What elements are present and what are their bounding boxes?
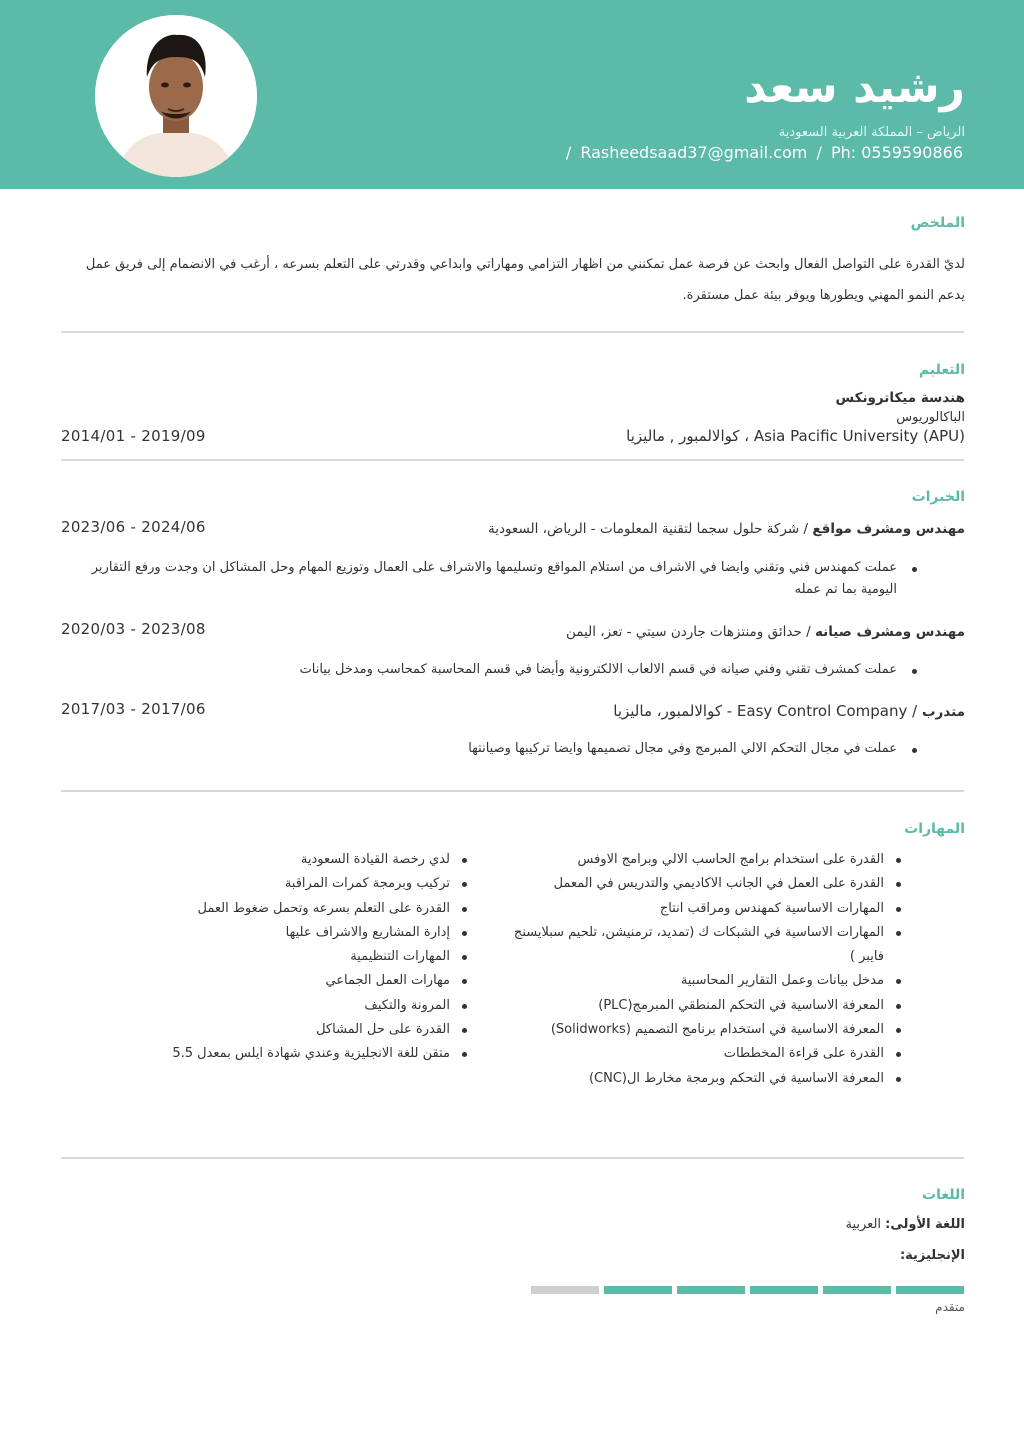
skill-item: المهارات الاساسية كمهندس ومراقب انتاج bbox=[504, 897, 924, 921]
summary-text: لديّ القدرة على التواصل الفعال وابحث عن فرصة عمل تمكنني من اظهار التزامي ومهاراتي وابداعي وقدرتي على التعلم بسرعه ، أرغب في الانضمام إلى فريق عمل يدعم النمو المهني ويطورها ويوفر بيئة عمل مستقرة. bbox=[85, 257, 965, 303]
languages-heading: اللغات bbox=[922, 1187, 965, 1203]
summary-heading: الملخص bbox=[910, 215, 965, 231]
candidate-location: الرياض – المملكة العربية السعودية bbox=[778, 125, 965, 140]
skill-item: المعرفة الاساسية في التحكم وبرمجة مخارط ال(CNC) bbox=[504, 1067, 924, 1091]
experience-item-title bbox=[613, 702, 965, 720]
degree-name: هندسة ميكاترونكس bbox=[835, 390, 965, 406]
experience-role: مهندس ومشرف صيانه bbox=[814, 624, 965, 640]
skill-item: متقن للغة الانجليزية وعندي شهادة ايلس بمعدل 5.5 bbox=[70, 1042, 490, 1066]
skill-item: المعرفة الاساسية في استخدام برنامج التصميم (Solidworks) bbox=[504, 1018, 924, 1042]
skills-column-2 bbox=[70, 848, 490, 1067]
section-divider bbox=[61, 459, 964, 461]
skill-item: القدرة على حل المشاكل bbox=[70, 1018, 490, 1042]
skill-item: إدارة المشاريع والاشراف عليها bbox=[70, 921, 490, 945]
experience-org: / Easy Control Company - كوالالمبور، ماليزيا bbox=[613, 702, 922, 720]
skills-heading: المهارات bbox=[904, 821, 965, 837]
language-value: العربية bbox=[845, 1217, 882, 1232]
experience-bullets bbox=[89, 659, 919, 681]
skill-item: مدخل بيانات وعمل التقارير المحاسبية bbox=[504, 969, 924, 993]
email-link[interactable]: Rasheedsaad37@gmail.com bbox=[580, 143, 808, 162]
section-divider bbox=[61, 331, 964, 333]
level-segment bbox=[531, 1286, 599, 1294]
skill-item: المعرفة الاساسية في التحكم المنطقي المبرمج(PLC) bbox=[504, 994, 924, 1018]
skill-item: القدرة على العمل في الجانب الاكاديمي والتدريس في المعمل bbox=[504, 872, 924, 896]
level-segment bbox=[896, 1286, 964, 1294]
profile-photo-image bbox=[95, 15, 257, 177]
skill-item: تركيب وبرمجة كمرات المراقبة bbox=[70, 872, 490, 896]
skill-item: القدرة على التعلم بسرعه وتحمل ضغوط العمل bbox=[70, 897, 490, 921]
skill-item: مهارات العمل الجماعي bbox=[70, 969, 490, 993]
contact-line bbox=[564, 143, 965, 162]
experience-dates: 2017/03 - 2017/06 bbox=[61, 700, 206, 718]
experience-bullets bbox=[89, 557, 919, 601]
language-label: اللغة الأولى: bbox=[885, 1217, 965, 1232]
candidate-name: رشيد سعد bbox=[744, 62, 965, 113]
header-banner bbox=[0, 0, 1024, 189]
experience-bullet: عملت في مجال التحكم الالي المبرمج وفي مجال تصميمها وايضا تركيبها وصيانتها bbox=[89, 738, 919, 760]
english-level-bar bbox=[531, 1286, 964, 1294]
experience-dates: 2020/03 - 2023/08 bbox=[61, 620, 206, 638]
experience-role: متدرب bbox=[921, 704, 965, 720]
contact-separator: / bbox=[816, 143, 822, 162]
education-dates: 2014/01 - 2019/09 bbox=[61, 427, 206, 445]
experience-bullet: عملت كمشرف تقني وفني صيانه في قسم الالعاب الالكترونية وأيضا في قسم المحاسبة كمحاسب ومدخل بيانات bbox=[89, 659, 919, 681]
level-segment bbox=[604, 1286, 672, 1294]
skill-item: المهارات الاساسية في الشبكات ك (تمديد، ترمنيشن، تلحيم سبلايسنج فايبر ) bbox=[504, 921, 924, 970]
experience-org: / حدائق ومنتزهات جاردن سيتي - تعز، اليمن bbox=[565, 624, 815, 640]
section-divider bbox=[61, 790, 964, 792]
language-label: الإنجليزية: bbox=[899, 1248, 965, 1263]
experience-item-title bbox=[566, 624, 965, 640]
education-degree bbox=[836, 390, 965, 406]
skill-item: القدرة على قراءة المخططات bbox=[504, 1042, 924, 1066]
section-divider bbox=[61, 1157, 964, 1159]
profile-photo bbox=[95, 15, 257, 177]
experience-org: / شركة حلول سجما لتقنية المعلومات - الرياض، السعودية bbox=[487, 521, 813, 537]
experience-role: مهندس ومشرف مواقع bbox=[812, 521, 965, 537]
language-english bbox=[900, 1248, 965, 1263]
level-segment bbox=[823, 1286, 891, 1294]
experience-item-title bbox=[488, 521, 965, 537]
skill-item: لدي رخصة القيادة السعودية bbox=[70, 848, 490, 872]
experience-bullet: عملت كمهندس فني وتقني وايضا في الاشراف من استلام المواقع وتسليمها والاشراف على العمال وتوزيع المهام وحل المشاكل ان وجدت ورفع التقارير اليومية بما تم عمله bbox=[89, 557, 919, 601]
education-level: الباكالوريوس bbox=[896, 410, 965, 425]
phone-number: Ph: 0559590866 bbox=[830, 143, 963, 162]
contact-separator: / bbox=[565, 143, 572, 162]
skill-item: المهارات التنظيمية bbox=[70, 945, 490, 969]
skills-column-1 bbox=[504, 848, 924, 1091]
education-school: Asia Pacific University (APU) ، كوالالمبور , ماليزيا bbox=[626, 427, 965, 445]
experience-heading: الخبرات bbox=[911, 489, 965, 505]
skill-item: المرونة والتكيف bbox=[70, 994, 490, 1018]
skill-item: القدرة على استخدام برامج الحاسب الالي وبرامج الاوفس bbox=[504, 848, 924, 872]
experience-dates: 2023/06 - 2024/06 bbox=[61, 518, 206, 536]
education-heading: التعليم bbox=[918, 362, 965, 378]
level-segment bbox=[677, 1286, 745, 1294]
language-first bbox=[845, 1217, 965, 1232]
level-segment bbox=[750, 1286, 818, 1294]
english-level-label: متقدم bbox=[935, 1300, 965, 1314]
experience-bullets bbox=[89, 738, 919, 760]
